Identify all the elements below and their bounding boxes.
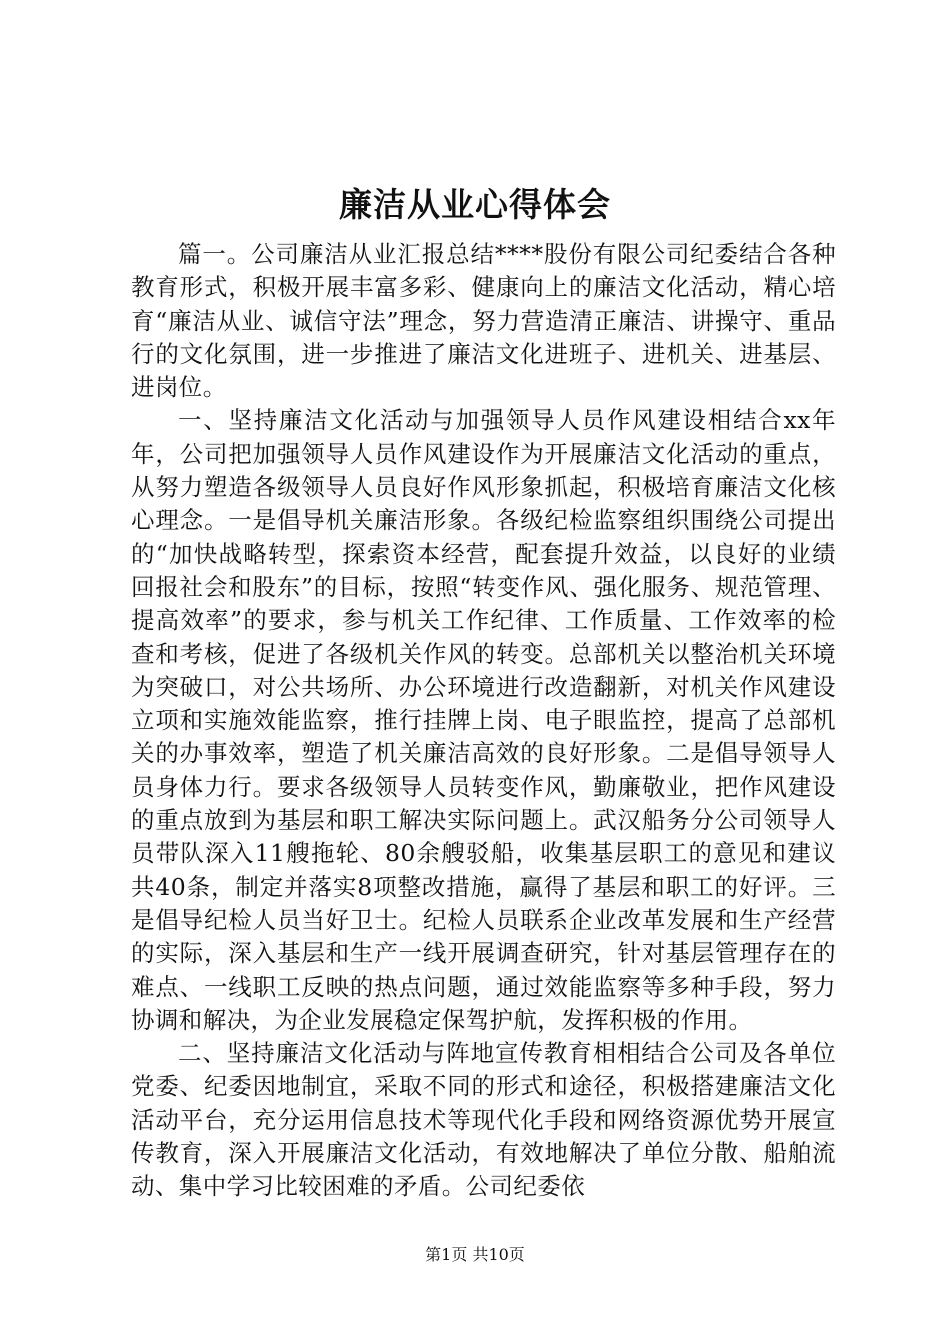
paragraph-section-2: 二、坚持廉洁文化活动与阵地宣传教育相相结合公司及各单位党委、纪委因地制宜，采取不同的形式和途径，积极搭建廉洁文化活动平台，充分运用信息技术等现代化手段和网络资源优势开展宣传教育，深入开展廉洁文化活动，有效地解决了单位分散、船舶流动、集中学习比较困难的矛盾。公司纪委依: [131, 1039, 836, 1201]
document-title: 廉洁从业心得体会: [339, 185, 611, 224]
page-number-footer: 第1页 共10页: [425, 1245, 525, 1264]
paragraph-intro: 篇一。公司廉洁从业汇报总结****股份有限公司纪委结合各种教育形式，积极开展丰富多彩、健康向上的廉洁文化活动，精心培育“廉洁从业、诚信守法”理念，努力营造清正廉洁、讲操守、重品行的文化氛围，进一步推进了廉洁文化进班子、进机关、进基层、进岗位。: [131, 240, 836, 402]
paragraph-section-1: 一、坚持廉洁文化活动与加强领导人员作风建设相结合xx年年，公司把加强领导人员作风建设作为开展廉洁文化活动的重点，从努力塑造各级领导人员良好作风形象抓起，积极培育廉洁文化核心理念。一是倡导机关廉洁形象。各级纪检监察组织围绕公司提出的“加快战略转型，探索资本经营，配套提升效益，以良好的业绩回报社会和股东”的目标，按照“转变作风、强化服务、规范管理、提高效率”的要求，参与机关工作纪律、工作质量、工作效率的检查和考核，促进了各级机关作风的转变。总部机关以整治机关环境为突破口，对公共场所、办公环境进行改造翻新，对机关作风建设立项和实施效能监察，推行挂牌上岗、电子眼监控，提高了总部机关的办事效率，塑造了机关廉洁高效的良好形象。二是倡导领导人员身体力行。要求各级领导人员转变作风，勤廉敬业，把作风建设的重点放到为基层和职工解决实际问题上。武汉船务分公司领导人员带队深入11艘拖轮、80余艘驳船，收集基层职工的意见和建议共40条，制定并落实8项整改措施，赢得了基层和职工的好评。三是倡导纪检人员当好卫士。纪检人员联系企业改革发展和生产经营的实际，深入基层和生产一线开展调查研究，针对基层管理存在的难点、一线职工反映的热点问题，通过效能监察等多种手段，努力协调和解决，为企业发展稳定保驾护航，发挥积极的作用。: [131, 406, 836, 1034]
document-body: [131, 238, 836, 1204]
